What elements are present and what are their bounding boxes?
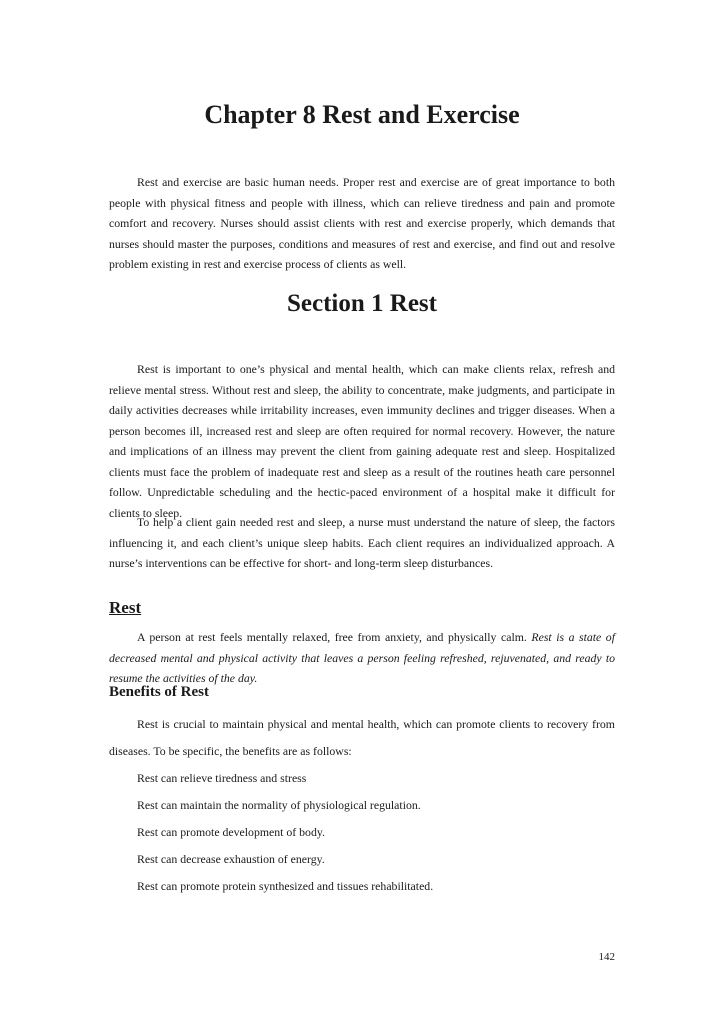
rest-heading: Rest — [109, 598, 142, 617]
list-item: Rest can relieve tiredness and stress — [137, 771, 307, 785]
rest-definition-italic: Rest is a state of decreased mental and physical activity that leaves a person feeling refreshed, rejuvenated, and ready to resume the activities of the day. — [109, 630, 615, 685]
list-item: Rest can promote development of body. — [137, 825, 325, 839]
benefits-heading: Benefits of Rest — [109, 684, 209, 700]
section-title: Section 1 Rest — [287, 290, 437, 317]
section-paragraph-2: To help a client gain needed rest and sleep, a nurse must understand the nature of sleep, the factors influencing it, and each client’s unique sleep habits. Each client requires an individualized approach. A nurse’s interventions can be effective for short- and long-term sleep disturbances. — [109, 515, 615, 570]
chapter-intro-paragraph: Rest and exercise are basic human needs. Proper rest and exercise are of great importance to both people with physical fitness and people with illness, which can relieve tiredness and pain and promote comfort and recovery. Nurses should assist clients with rest and exercise properly, which demands that nurses should master the purposes, conditions and measures of rest and exercise, and find out and resolve problem existing in rest and exercise process of clients as well. — [109, 175, 615, 271]
rest-definition-paragraph — [109, 627, 615, 689]
list-item: Rest can promote protein synthesized and tissues rehabilitated. — [137, 879, 434, 893]
list-item: Rest can maintain the normality of physiological regulation. — [137, 798, 421, 812]
section-paragraph-1: Rest is important to one’s physical and mental health, which can make clients relax, refresh and relieve mental stress. Without rest and sleep, the ability to concentrate, make judgments, and participate in daily activities decreases while irritability increases, even immunity declines and trigger diseases. When a person becomes ill, increased rest and sleep are often required for normal recovery. However, the nature and implications of an illness may prevent the client from gaining adequate rest and sleep. Hospitalized clients must face the problem of inadequate rest and sleep as a result of the routines heath care personnel follow. Unpredictable scheduling and the hectic-paced environment of a hospital make it difficult for clients to sleep. — [109, 362, 615, 520]
list-item: Rest can decrease exhaustion of energy. — [137, 852, 325, 866]
chapter-title: Chapter 8 Rest and Exercise — [204, 100, 520, 129]
page-number: 142 — [598, 951, 615, 963]
benefits-list — [137, 765, 433, 900]
benefits-intro-paragraph: Rest is crucial to maintain physical and mental health, which can promote clients to recovery from diseases. To be specific, the benefits are as follows: — [109, 717, 615, 758]
rest-definition-plain: A person at rest feels mentally relaxed, free from anxiety, and physically calm. — [137, 630, 532, 644]
